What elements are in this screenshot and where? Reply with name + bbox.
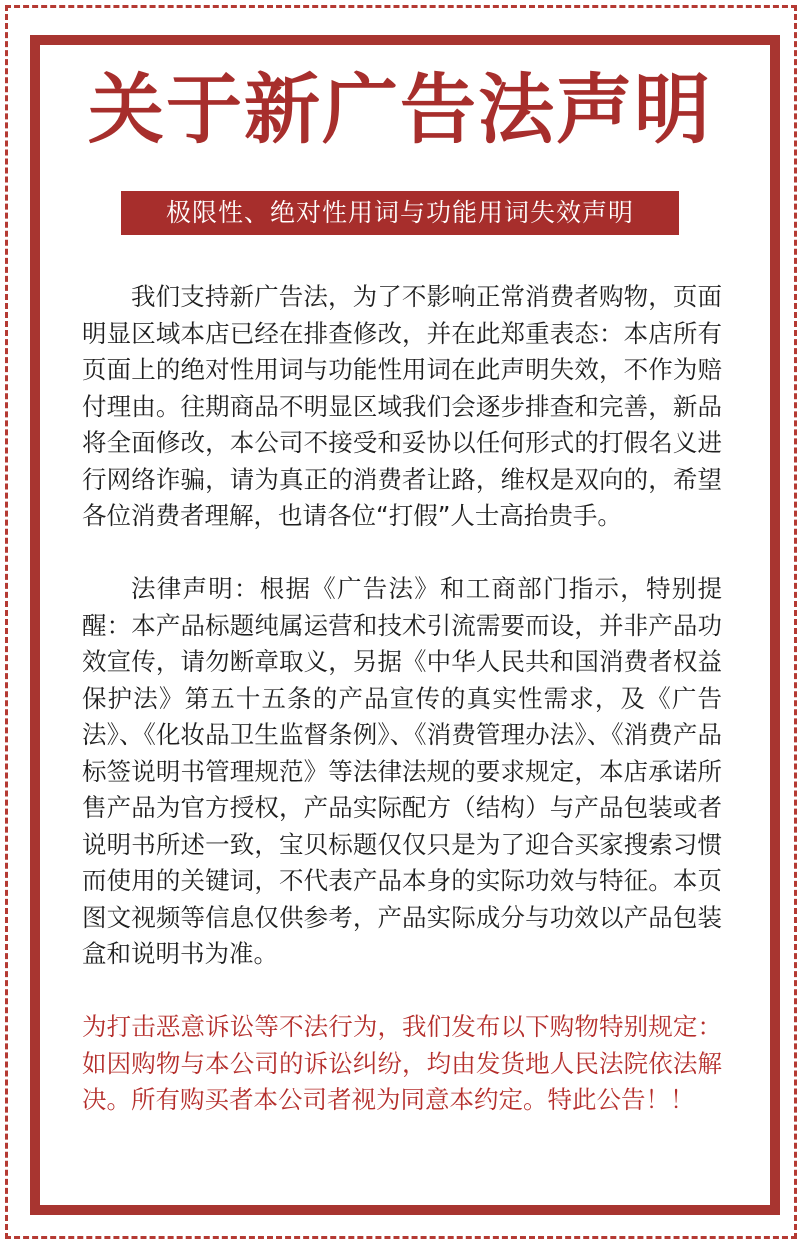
page-title: 关于新广告法声明 [88,65,712,154]
subtitle-banner: 极限性、绝对性用词与功能用词失效声明 [121,191,679,235]
special-notice: 为打击恶意诉讼等不法行为，我们发布以下购物特别规定：如因购物与本公司的诉讼纠纷，均由发货地人民法院依法解决。所有购买者本公司者视为同意本约定。特此公告！！ [82,1012,722,1114]
legal-paragraph: 法律声明：根据《广告法》和工商部门指示，特别提醒：本产品标题纯属运营和技术引流需要而设，并非产品功效宣传，请勿断章取义，另据《中华人民共和国消费者权益保护法》第五十五条的产品宣传的真实性需求，及《广告法》、《化妆品卫生监督条例》、《消费管理办法》、《消费产品标签说明书管理规范》等法律法规的要求规定，本店承诺所售产品为官方授权，产品实际配方（结构）与产品包装或者说明书所述一致，宝贝标题仅仅只是为了迎合买家搜索习惯而使用的关键词，不代表产品本身的实际功效与特征。本页图文视频等信息仅供参考，产品实际成分与功效以产品包装盒和说明书为准。 [82,574,722,968]
statement-paragraph: 我们支持新广告法，为了不影响正常消费者购物，页面明显区域本店已经在排查修改，并在此郑重表态：本店所有页面上的绝对性用词与功能性用词在此声明失效，不作为赔付理由。往期商品不明显区域我们会逐步排查和完善，新品将全面修改，本公司不接受和妥协以任何形式的打假名义进行网络诈骗，请为真正的消费者让路，维权是双向的，希望各位消费者理解，也请各位“打假”人士高抬贵手。 [82,282,722,530]
